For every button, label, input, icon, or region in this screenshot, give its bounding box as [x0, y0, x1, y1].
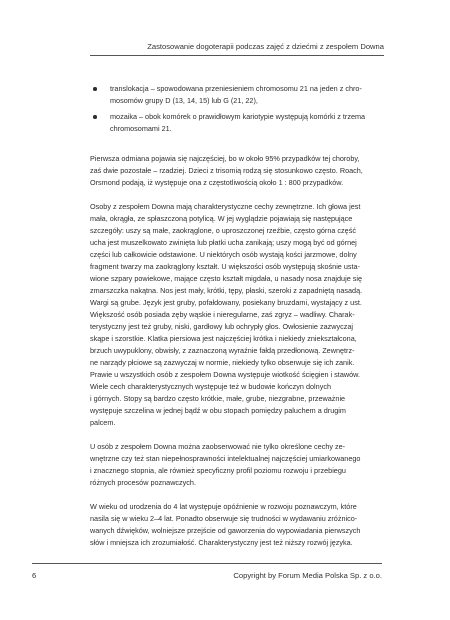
text-line: wanych dźwięków, wolniejsze przejście od gaworzenia do wypowiadania pierwszych — [90, 526, 361, 535]
text-line: Pierwsza odmiana pojawia się najczęściej, bo w około 95% przypadków tej choroby, — [90, 154, 360, 163]
text-line: W wieku od urodzenia do 4 lat występuje opóźnienie w rozwoju poznawczym, które — [90, 502, 357, 511]
text-line: Wargi są grube. Język jest gruby, pofałdowany, posiekany bruzdami, wystający z ust. — [90, 298, 362, 307]
text-line: Osoby z zespołem Downa mają charakterystyczne cechy zewnętrzne. Ich głowa jest — [90, 202, 361, 211]
text-line: wnętrzne czy też stan niepełnosprawności intelektualnej najczęściej umiarkowanego — [90, 454, 361, 463]
text-line: zmarszczka nakątna. Nos jest mały, krótki, tępy, płaski, szeroki z zapadniętą nasadą. — [90, 286, 363, 295]
text-line: Prawie u wszystkich osób z zespołem Downa występuje wiotkość ścięgien i stawów. — [90, 370, 360, 379]
paragraph — [90, 201, 380, 429]
text-line: brzuch uwypuklony, obwisły, z zaznaczoną wyraźnie fałdą przedłonową. Zewnętrz- — [90, 346, 355, 355]
text-line: terystyczny jest też gruby, niski, gardłowy lub ochrypły głos. Owłosienie zazwyczaj — [90, 322, 353, 331]
paragraph — [90, 441, 380, 489]
text-line: wione szpary powiekowe, mające często kształt migdała, u nasady nosa znajduje się — [90, 274, 363, 283]
text-line: ne narządy płciowe są zazwyczaj w normie, niekiedy tylko obserwuje się ich zanik. — [90, 358, 355, 367]
text-line: mała, okrągła, ze spłaszczoną potylicą. W jej wyglądzie pojawiają się następujące — [90, 214, 353, 223]
page-number: 6 — [32, 571, 37, 580]
text-line: Orsmond podają, iż występuje ona z częstotliwością około 1 : 800 przypadków. — [90, 178, 344, 187]
text-line: i górnych. Stopy są bardzo często krótkie, małe, grube, niezgrabne, przeważnie — [90, 394, 346, 403]
header-rule — [90, 55, 384, 56]
text-line: mosomów grupy D (13, 14, 15) lub G (21, 22), — [110, 96, 258, 105]
text-line: fragment twarzy ma zaokrąglony kształt. U większości osób występują skośnie usta- — [90, 262, 360, 271]
text-line: różnych procesów poznawczych. — [90, 478, 196, 487]
text-line: skąpe i szorstkie. Klatka piersiowa jest najczęściej krótka i niekiedy zniekształcona, — [90, 334, 357, 343]
list-item — [90, 83, 380, 107]
text-line: występuje szczelina w jednej bądź w obu stopach pomiędzy paluchem a drugim — [90, 406, 346, 415]
bullet-list — [90, 83, 380, 135]
text-line: nasila się w wieku 2–4 lat. Ponadto obserwuje się trudności w wydawaniu zróżnico- — [90, 514, 358, 523]
text-line: palcem. — [90, 418, 116, 427]
text-line: Wiele cech charakterystycznych występuje też w budowie kończyn dolnych — [90, 382, 331, 391]
text-line: części lub całkowicie odstawione. U niektórych osób wystają kości jarzmowe, dolny — [90, 250, 357, 259]
list-item — [90, 111, 380, 135]
paragraph — [90, 501, 380, 549]
text-line: mozaika – obok komórek o prawidłowym kariotypie występują komórki z trzema — [110, 112, 366, 121]
running-header: Zastosowanie dogoterapii podczas zajęć z dziećmi z zespołem Downa — [147, 42, 384, 51]
text-line: zaś dwie pozostałe – rzadziej. Dzieci z trisomią rodzą się stosunkowo często. Roach, — [90, 166, 363, 175]
paragraph — [90, 153, 380, 189]
text-line: słów i mniejsza ich zrozumiałość. Charakterystyczny jest też niższy rozwój języka. — [90, 538, 353, 547]
text-line: chromosomami 21. — [110, 124, 172, 133]
text-line: Większość osób posiada zęby wąskie i nieregularne, zaś zgryz – wadliwy. Charak- — [90, 310, 355, 319]
footer-rule — [32, 563, 382, 564]
text-line: i znacznego stopnia, ale również specyficzny profil poziomu rozwoju i przebiegu — [90, 466, 346, 475]
text-line: U osób z zespołem Downa można zaobserwować nie tylko określone cechy ze- — [90, 442, 346, 451]
text-line: translokacja – spowodowana przeniesieniem chromosomu 21 na jeden z chro- — [110, 84, 362, 93]
text-line: szczegóły: uszy są małe, zaokrąglone, o uproszczonej rzeźbie, często górna część — [90, 226, 356, 235]
body-text — [90, 83, 380, 561]
text-line: ucha jest muszelkowato zwinięta lub płatki ucha zanikają; uszy mogą być od górnej — [90, 238, 357, 247]
copyright-notice: Copyright by Forum Media Polska Sp. z o.o. — [233, 571, 382, 580]
